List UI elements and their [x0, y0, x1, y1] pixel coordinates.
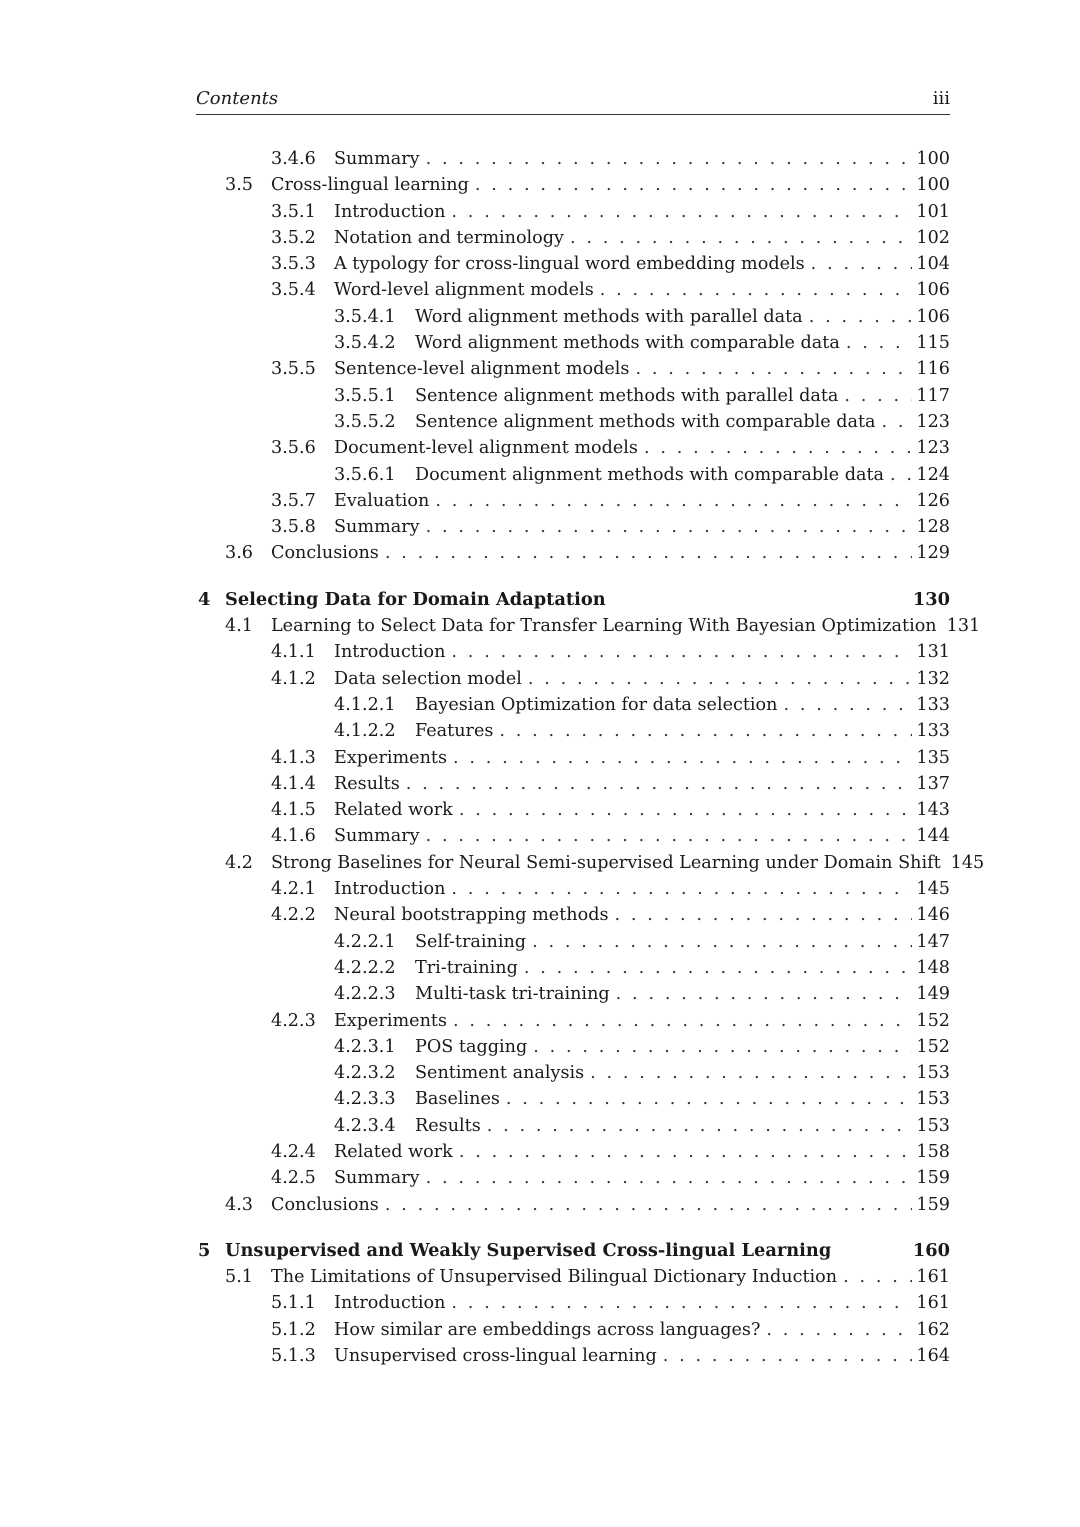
- toc-entry-title: Conclusions: [271, 540, 385, 566]
- toc-entry-title-line: [334, 225, 950, 251]
- toc-entry-title: Sentence alignment methods with comparable data: [415, 409, 882, 435]
- toc-leader-dots: [426, 146, 913, 172]
- toc-entry-title-line: [415, 955, 950, 981]
- toc-leader-dots: [451, 639, 912, 665]
- toc-entry[interactable]: [196, 277, 950, 303]
- toc-entry[interactable]: [196, 1060, 950, 1086]
- toc-entry-page: 145: [916, 879, 950, 900]
- toc-leader-dots: [524, 955, 913, 981]
- toc-entry-title-line: [334, 1008, 950, 1034]
- toc-entry-title: Selecting Data for Domain Adaptation: [225, 587, 612, 613]
- toc-leader-dots: [528, 666, 913, 692]
- toc-leader-dots: [406, 771, 913, 797]
- toc-entry-number: 3.5.7: [271, 490, 316, 511]
- toc-entry-number: 4: [198, 588, 211, 610]
- toc-entry-title: Conclusions: [271, 1192, 385, 1218]
- toc-entry-page: 148: [916, 957, 950, 978]
- toc-leader-dots: [451, 199, 912, 225]
- toc-leader-dots: [890, 462, 912, 488]
- toc-entry-page: 106: [916, 280, 950, 301]
- toc-leader-dots: [426, 823, 913, 849]
- toc-entry-title: The Limitations of Unsupervised Bilingual Dictionary Induction: [271, 1264, 843, 1290]
- toc-entry-number: 3.5.5.2: [334, 411, 396, 432]
- toc-entry-page: 123: [916, 438, 950, 459]
- toc-entry[interactable]: [196, 823, 950, 849]
- toc-entry-number: 4.1.5: [271, 800, 316, 821]
- toc-entry-title-line: [415, 1086, 950, 1112]
- toc-entry-title-line: [334, 797, 950, 823]
- toc-entry-title-line: [415, 409, 950, 435]
- toc-entry-number: 3.5.4: [271, 280, 316, 301]
- toc-entry-title-line: [334, 146, 950, 172]
- toc-entry-title-line: [415, 462, 950, 488]
- toc-entry-page: 146: [916, 905, 950, 926]
- toc-entry[interactable]: [196, 409, 950, 435]
- toc-entry-title: Data selection model: [334, 666, 528, 692]
- toc-entry[interactable]: [196, 745, 950, 771]
- toc-leader-dots: [635, 356, 912, 382]
- toc-entry-page: 153: [916, 1089, 950, 1110]
- toc-entry-number: 3.6: [225, 543, 253, 564]
- toc-entry-page: 133: [916, 721, 950, 742]
- toc-leader-dots: [459, 797, 913, 823]
- toc-leader-dots: [600, 277, 913, 303]
- toc-entry-title: Features: [415, 718, 499, 744]
- toc-entry[interactable]: [196, 1034, 950, 1060]
- toc-leader-dots: [451, 1290, 912, 1316]
- toc-entry-number: 4.2.3.2: [334, 1063, 396, 1084]
- toc-entry-title-line: [415, 383, 950, 409]
- toc-entry[interactable]: [196, 356, 950, 382]
- toc-entry-number: 4.1.2.2: [334, 721, 396, 742]
- toc-entry-page: 161: [916, 1293, 950, 1314]
- toc-entry[interactable]: [196, 955, 950, 981]
- toc-entry-title: Neural bootstrapping methods: [334, 902, 615, 928]
- toc-entry-title: Bayesian Optimization for data selection: [415, 692, 783, 718]
- toc-entry-number: 4.1.2.1: [334, 694, 396, 715]
- toc-entry-title-line: [334, 277, 950, 303]
- toc-entry-title: Introduction: [334, 639, 451, 665]
- toc-entry-page: 158: [916, 1141, 950, 1162]
- toc-entry-page: 129: [916, 543, 950, 564]
- toc-entry-page: 100: [916, 149, 950, 169]
- toc-entry-number: 3.5.1: [271, 201, 316, 222]
- toc-entry[interactable]: [196, 304, 950, 330]
- toc-entry-title-line: [415, 692, 950, 718]
- toc-leader-dots: [811, 251, 913, 277]
- toc-leader-dots: [615, 902, 913, 928]
- toc-entry-title: Results: [415, 1113, 487, 1139]
- toc-entry-title-line: [334, 1139, 950, 1165]
- toc-entry-number: 4.1: [225, 616, 253, 637]
- toc-entry[interactable]: [196, 1139, 950, 1165]
- toc-entry-number: 3.4.6: [271, 149, 316, 169]
- toc-entry-title-line: [225, 1238, 950, 1264]
- toc-entry-title-line: [334, 199, 950, 225]
- toc-entry-page: 143: [916, 800, 950, 821]
- toc-entry-title-line: [334, 435, 950, 461]
- toc-entry-page: 137: [916, 773, 950, 794]
- toc-entry-page: 131: [946, 616, 981, 637]
- toc-entry-number: 4.2.2.1: [334, 931, 396, 952]
- toc-entry[interactable]: [196, 771, 950, 797]
- toc-entry-title-line: [271, 1192, 950, 1218]
- toc-entry-page: 153: [916, 1115, 950, 1136]
- toc-entry-page: 145: [950, 852, 985, 873]
- toc-entry-title: POS tagging: [415, 1034, 533, 1060]
- toc-entry[interactable]: [196, 172, 950, 198]
- toc-entry-page: 159: [916, 1194, 950, 1215]
- toc-entry[interactable]: [196, 199, 950, 225]
- toc-entry[interactable]: [196, 1113, 950, 1139]
- toc-entry-number: 3.5.3: [271, 254, 316, 275]
- toc-entry-title-line: [334, 823, 950, 849]
- toc-leader-dots: [487, 1113, 913, 1139]
- toc-entry-title-line: [334, 488, 950, 514]
- toc-leader-dots: [475, 172, 913, 198]
- toc-entry[interactable]: [196, 902, 950, 928]
- toc-entry-title: Experiments: [334, 1008, 453, 1034]
- toc-entry-number: 3.5.6: [271, 438, 316, 459]
- toc-leader-dots: [882, 409, 913, 435]
- toc-entry-title: Word alignment methods with parallel data: [415, 304, 809, 330]
- toc-entry-title-line: [415, 304, 950, 330]
- toc-leader-dots: [809, 304, 913, 330]
- toc-entry[interactable]: [196, 1192, 950, 1218]
- toc-entry-number: 4.2.2.3: [334, 984, 396, 1005]
- toc-leader-dots: [385, 1192, 913, 1218]
- toc-entry[interactable]: [196, 462, 950, 488]
- toc-entry-title: Word alignment methods with comparable data: [415, 330, 846, 356]
- toc-entry-number: 4.2: [225, 852, 253, 873]
- toc-entry-page: 101: [916, 201, 950, 222]
- toc-entry-page: 131: [916, 642, 950, 663]
- toc-entry-title: Related work: [334, 797, 459, 823]
- toc-entry-title: How similar are embeddings across languages?: [334, 1317, 766, 1343]
- toc-leader-dots: [435, 488, 912, 514]
- toc-entry-title-line: [334, 902, 950, 928]
- toc-entry-page: 161: [916, 1267, 950, 1288]
- toc-entry-title: Results: [334, 771, 406, 797]
- toc-entry-title: Learning to Select Data for Transfer Learning With Bayesian Optimization: [271, 613, 943, 639]
- toc-entry[interactable]: [196, 639, 950, 665]
- toc-entry-number: 3.5.5.1: [334, 385, 396, 406]
- toc-entry-page: 116: [916, 359, 950, 380]
- toc-entry-title-line: [415, 981, 950, 1007]
- toc-leader-dots: [385, 540, 913, 566]
- toc-leader-dots: [532, 929, 912, 955]
- toc-entry[interactable]: [196, 613, 981, 639]
- page-number: iii: [932, 88, 950, 109]
- toc-entry-page: 152: [916, 1010, 950, 1031]
- toc-entry-page: 133: [916, 694, 950, 715]
- toc-entry-title: A typology for cross-lingual word embedding models: [334, 251, 811, 277]
- toc-entry-number: 3.5.6.1: [334, 464, 396, 485]
- toc-entry-title-line: [334, 514, 950, 540]
- toc-leader-dots: [451, 876, 912, 902]
- toc-entry-title: Sentiment analysis: [415, 1060, 590, 1086]
- toc-entry-page: 106: [916, 306, 950, 327]
- toc-entry-title-line: [334, 1165, 950, 1191]
- toc-entry-title: Tri-training: [415, 955, 524, 981]
- toc-entry-title: Baselines: [415, 1086, 506, 1112]
- toc-entry-title-line: [271, 172, 950, 198]
- toc-leader-dots: [783, 692, 912, 718]
- toc-leader-dots: [426, 1165, 913, 1191]
- toc-entry[interactable]: [196, 1290, 950, 1316]
- toc-entry-number: 3.5.5: [271, 359, 316, 380]
- toc-entry-page: 104: [916, 254, 950, 275]
- toc-entry[interactable]: [196, 1086, 950, 1112]
- toc-entry-number: 4.2.2: [271, 905, 316, 926]
- toc-entry-title: Summary: [334, 146, 426, 172]
- toc-entry[interactable]: [196, 435, 950, 461]
- toc-entry-page: 117: [916, 385, 950, 406]
- toc-entry-title: Self-training: [415, 929, 532, 955]
- toc-entry-number: 5.1.2: [271, 1319, 316, 1340]
- toc-entry-number: 4.1.6: [271, 826, 316, 847]
- toc-entry-title-line: [415, 1113, 950, 1139]
- toc-entry-title-line: [334, 876, 950, 902]
- toc-entry[interactable]: [196, 225, 950, 251]
- toc-entry-title: Unsupervised and Weakly Supervised Cross-lingual Learning: [225, 1238, 837, 1264]
- toc-entry-title: Sentence alignment methods with parallel data: [415, 383, 844, 409]
- toc-leader-dots: [499, 718, 912, 744]
- toc-leader-dots: [426, 514, 913, 540]
- toc-entry-title: Introduction: [334, 876, 451, 902]
- toc-entry[interactable]: [196, 540, 950, 566]
- toc-entry-number: 3.5.2: [271, 227, 316, 248]
- toc-entry-title: Introduction: [334, 199, 451, 225]
- toc-chapter-entry[interactable]: [196, 587, 950, 613]
- toc-entry-number: 4.2.3.4: [334, 1115, 396, 1136]
- toc-entry-number: 4.2.3.3: [334, 1089, 396, 1110]
- toc-entry-title-line: [225, 587, 950, 613]
- toc-entry-number: 5.1.3: [271, 1346, 316, 1367]
- toc-leader-dots: [590, 1060, 912, 1086]
- toc-entry[interactable]: [196, 981, 950, 1007]
- toc-entry-page: 153: [916, 1063, 950, 1084]
- toc-leader-dots: [644, 435, 912, 461]
- toc-entry-title: Introduction: [334, 1290, 451, 1316]
- toc-entry[interactable]: [196, 330, 950, 356]
- toc-entry-title-line: [334, 639, 950, 665]
- toc-entry-title-line: [334, 745, 950, 771]
- toc-leader-dots: [533, 1034, 912, 1060]
- running-title: Contents: [196, 88, 279, 109]
- toc-entry-title: Notation and terminology: [334, 225, 570, 251]
- toc-entry-title-line: [415, 1060, 950, 1086]
- toc-entry-number: 3.5.8: [271, 517, 316, 538]
- toc-entry-title: Summary: [334, 823, 426, 849]
- toc-leader-dots: [846, 330, 913, 356]
- toc-entry[interactable]: [196, 488, 950, 514]
- toc-entry-number: 4.1.1: [271, 642, 316, 663]
- toc-entry-title-line: [271, 850, 985, 876]
- toc-entry[interactable]: [196, 514, 950, 540]
- toc-entry-page: 100: [916, 175, 950, 196]
- toc-entry-page: 128: [916, 517, 950, 538]
- toc-entry-title-line: [334, 1290, 950, 1316]
- toc-leader-dots: [459, 1139, 913, 1165]
- toc-entry[interactable]: [196, 1264, 950, 1290]
- toc-entry-title: Strong Baselines for Neural Semi-supervised Learning under Domain Shift: [271, 850, 947, 876]
- toc-entry[interactable]: [196, 146, 950, 172]
- toc-leader-dots: [453, 745, 912, 771]
- toc-entry-page: 132: [916, 668, 950, 689]
- toc-entry-number: 4.2.3.1: [334, 1036, 396, 1057]
- toc-entry-title-line: [334, 251, 950, 277]
- toc-entry-title-line: [271, 613, 981, 639]
- toc-entry-page: 164: [916, 1346, 950, 1367]
- toc-entry-title-line: [415, 1034, 950, 1060]
- toc-entry-page: 115: [916, 333, 950, 354]
- toc-entry[interactable]: [196, 876, 950, 902]
- toc-entry-number: 4.3: [225, 1194, 253, 1215]
- toc-entry-number: 5.1.1: [271, 1293, 316, 1314]
- toc-entry-title: Cross-lingual learning: [271, 172, 475, 198]
- toc-entry-title: Summary: [334, 1165, 426, 1191]
- toc-entry[interactable]: [196, 383, 950, 409]
- toc-entry-title-line: [271, 540, 950, 566]
- toc-entry-number: 5: [198, 1239, 211, 1261]
- toc-entry-title-line: [415, 929, 950, 955]
- toc-entry-title: Multi-task tri-training: [415, 981, 616, 1007]
- toc-entry-title-line: [334, 771, 950, 797]
- toc-entry[interactable]: [196, 1165, 950, 1191]
- toc-entry-title: Summary: [334, 514, 426, 540]
- toc-entry-title-line: [334, 1317, 950, 1343]
- toc-entry-number: 4.2.5: [271, 1168, 316, 1189]
- toc-entry-page: 135: [916, 747, 950, 768]
- toc-entry-title-line: [415, 330, 950, 356]
- toc-entry-page: 162: [916, 1319, 950, 1340]
- toc-entry-title: Document alignment methods with comparable data: [415, 462, 890, 488]
- toc-leader-dots: [766, 1317, 912, 1343]
- toc-entry[interactable]: [196, 929, 950, 955]
- toc-entry-page: 160: [912, 1239, 950, 1261]
- toc-leader-dots: [453, 1008, 912, 1034]
- toc-leader-dots: [506, 1086, 913, 1112]
- toc-leader-dots: [843, 1264, 912, 1290]
- table-of-contents: [196, 146, 985, 1369]
- toc-entry-title-line: [334, 356, 950, 382]
- toc-leader-dots: [844, 383, 912, 409]
- toc-entry-page: 124: [916, 464, 950, 485]
- toc-entry-page: 102: [916, 227, 950, 248]
- toc-entry-title-line: [334, 1343, 950, 1369]
- toc-entry-title: Experiments: [334, 745, 453, 771]
- toc-leader-dots: [616, 981, 913, 1007]
- toc-leader-dots: [570, 225, 912, 251]
- toc-entry[interactable]: [196, 1317, 950, 1343]
- toc-entry-title-line: [415, 718, 950, 744]
- toc-entry-page: 152: [916, 1036, 950, 1057]
- toc-entry-page: 144: [916, 826, 950, 847]
- toc-entry-title-line: [271, 1264, 950, 1290]
- toc-entry[interactable]: [196, 850, 985, 876]
- toc-entry-number: 4.2.4: [271, 1141, 316, 1162]
- toc-entry-page: 159: [916, 1168, 950, 1189]
- toc-entry-number: 3.5.4.2: [334, 333, 396, 354]
- toc-entry-number: 4.2.1: [271, 879, 316, 900]
- toc-entry-title: Related work: [334, 1139, 459, 1165]
- toc-entry[interactable]: [196, 666, 950, 692]
- toc-entry[interactable]: [196, 692, 950, 718]
- toc-entry-page: 126: [916, 490, 950, 511]
- toc-entry-number: 4.2.2.2: [334, 957, 396, 978]
- toc-entry-page: 147: [916, 931, 950, 952]
- toc-entry-title-line: [334, 666, 950, 692]
- toc-entry-title: Document-level alignment models: [334, 435, 644, 461]
- toc-entry-page: 130: [912, 588, 950, 610]
- running-header: [196, 88, 950, 115]
- toc-entry[interactable]: [196, 718, 950, 744]
- toc-entry-title: Sentence-level alignment models: [334, 356, 635, 382]
- toc-entry-page: 123: [916, 411, 950, 432]
- toc-entry-title: Unsupervised cross-lingual learning: [334, 1343, 663, 1369]
- toc-entry[interactable]: [196, 1008, 950, 1034]
- toc-entry[interactable]: [196, 797, 950, 823]
- toc-entry-page: 149: [916, 984, 950, 1005]
- toc-leader-dots: [663, 1343, 913, 1369]
- toc-entry-title: Evaluation: [334, 488, 435, 514]
- toc-entry[interactable]: [196, 251, 950, 277]
- toc-entry-number: 4.1.3: [271, 747, 316, 768]
- toc-entry-number: 3.5: [225, 175, 253, 196]
- toc-entry-number: 4.2.3: [271, 1010, 316, 1031]
- toc-entry-number: 4.1.4: [271, 773, 316, 794]
- toc-entry-title: Word-level alignment models: [334, 277, 600, 303]
- toc-entry[interactable]: [196, 1343, 950, 1369]
- toc-entry-number: 4.1.2: [271, 668, 316, 689]
- toc-chapter-entry[interactable]: [196, 1238, 950, 1264]
- toc-entry-number: 5.1: [225, 1267, 253, 1288]
- toc-entry-number: 3.5.4.1: [334, 306, 396, 327]
